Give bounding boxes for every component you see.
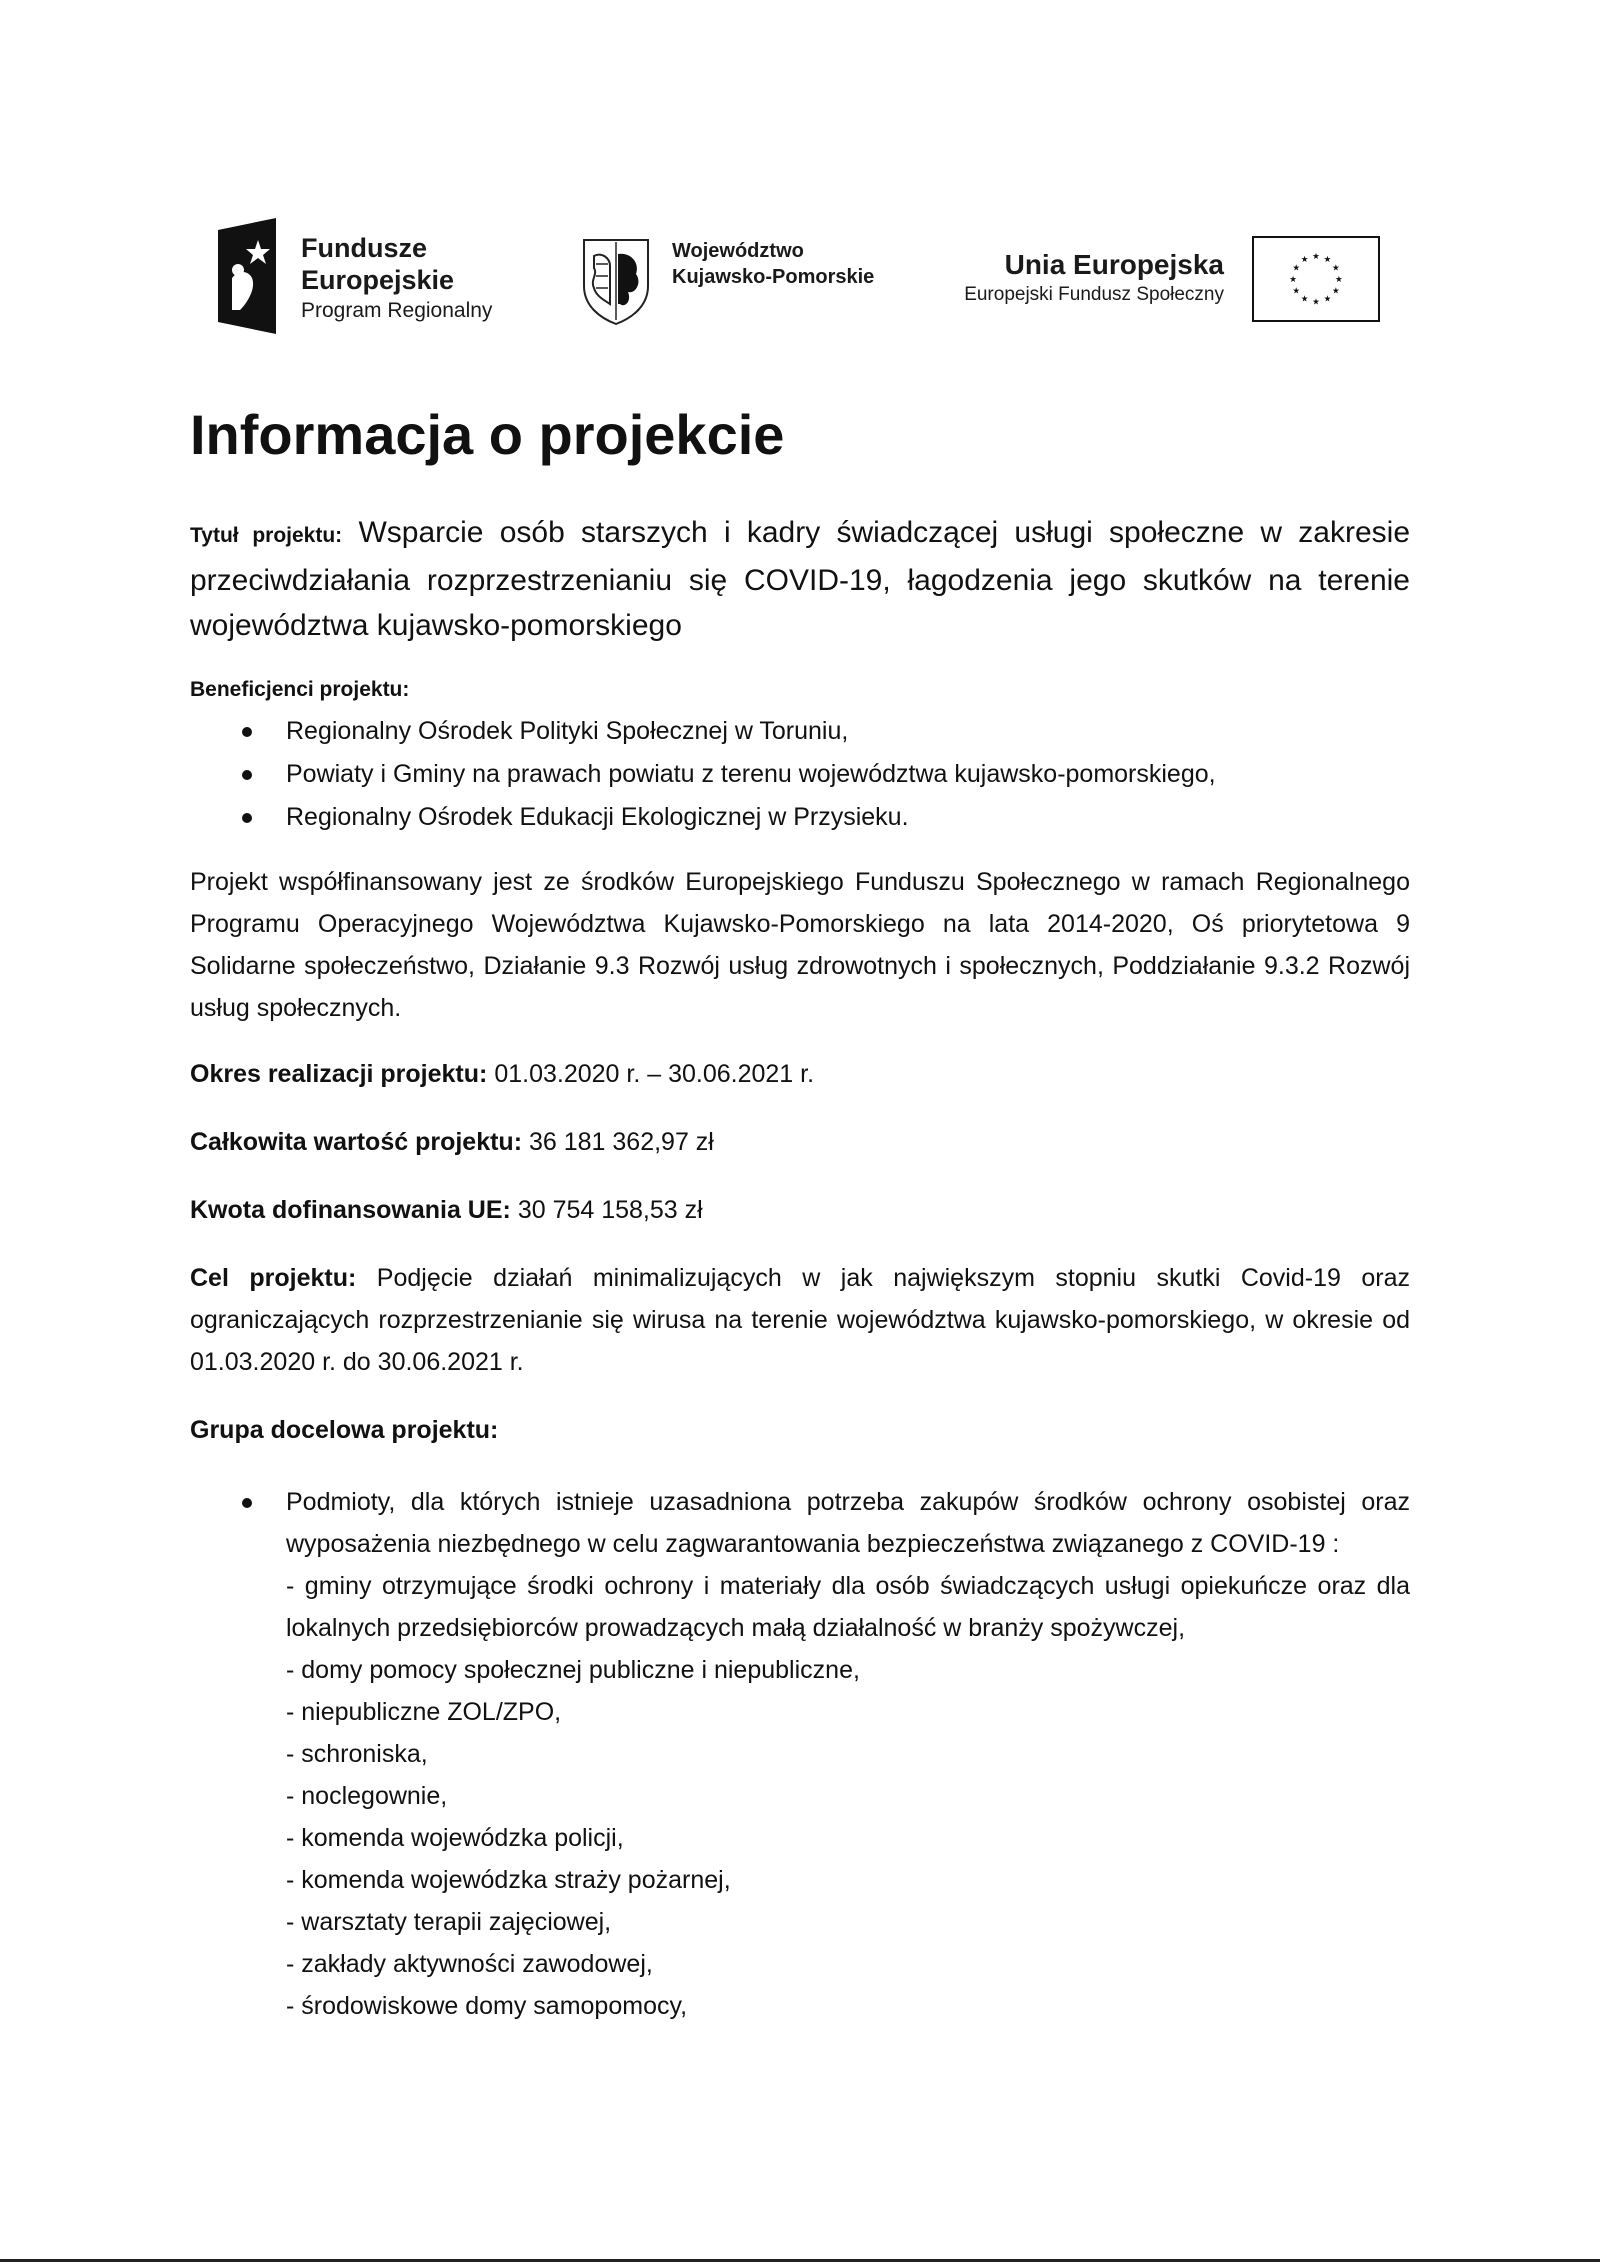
beneficiaries-label: Beneficjenci projektu: bbox=[190, 678, 410, 701]
unia-line-2: Europejski Fundusz Społeczny bbox=[964, 284, 1224, 305]
eu-star-icon: ★ bbox=[1289, 273, 1297, 284]
page-title: Informacja o projekcie bbox=[190, 403, 785, 466]
cofinancing-paragraph: Projekt współfinansowany jest ze środków Europejskiego Funduszu Społecznego w ramach Regionalnego Programu Operacyjnego Województwa Kujawsko-Pomorskiego na lata 2014-2020, Oś priorytetowa 9 Solidarne społeczeństwo, Działanie 9.3 Rozwój usług zdrowotnych i społecznych, Poddziałanie 9.3.2 Rozwój usług społecznych. bbox=[190, 868, 1410, 1022]
page-bottom-border bbox=[0, 2259, 1600, 2262]
fundusze-line-2: Europejskie bbox=[301, 265, 455, 295]
list-item: - schroniska, bbox=[286, 1740, 428, 1768]
unia-line-1: Unia Europejska bbox=[1004, 249, 1224, 280]
list-item: - gminy otrzymujące środki ochrony i materiały dla osób świadczących usługi opiekuńcze oraz dla lokalnych przedsiębiorców prowadzących małą działalność w branży spożywczej, bbox=[286, 1572, 1410, 1642]
fundusze-europejskie-logo-icon bbox=[218, 218, 276, 334]
period-label: Okres realizacji projektu: bbox=[190, 1060, 488, 1088]
beneficiaries-list bbox=[190, 710, 1410, 839]
target-group-item bbox=[190, 1481, 1410, 2027]
eu-star-icon: ★ bbox=[1331, 285, 1340, 296]
list-item: - komenda wojewódzka policji, bbox=[286, 1824, 624, 1852]
list-item: - noclegownie, bbox=[286, 1782, 448, 1810]
eu-star-icon: ★ bbox=[1300, 293, 1309, 304]
target-group-field bbox=[190, 1409, 1410, 1451]
target-group-list bbox=[190, 1481, 1410, 2027]
project-title-value: Wsparcie osób starszych i kadry świadczącej usługi społeczne w zakresie przeciwdziałania rozprzestrzenianiu się COVID-19, łagodzenia jego skutków na terenie województwa kujawsko-pomorskiego bbox=[190, 516, 1410, 642]
wojewodztwo-line-2: Kujawsko-Pomorskie bbox=[672, 266, 875, 288]
goal-value: Podjęcie działań minimalizujących w jak największym stopniu skutki Covid-19 oraz ograniczających rozprzestrzenianie się wirusa na terenie województwa kujawsko-pomorskiego, w okresie od 01.03.2020 r. do 30.06.2021 r. bbox=[190, 1264, 1410, 1376]
unia-europejska-text bbox=[964, 248, 1224, 308]
fundusze-line-1: Fundusze bbox=[301, 233, 427, 263]
list-item: - komenda wojewódzka straży pożarnej, bbox=[286, 1866, 731, 1894]
list-item: Powiaty i Gminy na prawach powiatu z terenu województwa kujawsko-pomorskiego, bbox=[190, 753, 1410, 796]
eu-flag-icon bbox=[1252, 236, 1380, 322]
list-item: - domy pomocy społecznej publiczne i niepubliczne, bbox=[286, 1656, 860, 1684]
list-item: - niepubliczne ZOL/ZPO, bbox=[286, 1698, 562, 1726]
total-value-field bbox=[190, 1121, 1410, 1163]
eu-star-icon: ★ bbox=[1292, 285, 1301, 296]
period-field bbox=[190, 1053, 1410, 1095]
list-item: - środowiskowe domy samopomocy, bbox=[286, 1992, 688, 2020]
goal-label: Cel projektu: bbox=[190, 1264, 357, 1292]
target-group-intro: Podmioty, dla których istnieje uzasadniona potrzeba zakupów środków ochrony osobistej oraz wyposażenia niezbędnego w celu zagwarantowania bezpieczeństwa związanego z COVID-19 : bbox=[286, 1488, 1410, 1558]
list-item: Regionalny Ośrodek Edukacji Ekologicznej w Przysieku. bbox=[190, 796, 1410, 839]
target-group-label: Grupa docelowa projektu: bbox=[190, 1416, 499, 1444]
eu-star-icon: ★ bbox=[1323, 254, 1332, 265]
eu-funding-amount: 30 754 158,53 zł bbox=[517, 1196, 703, 1224]
wojewodztwo-line-1: Województwo bbox=[672, 240, 804, 262]
eu-star-icon: ★ bbox=[1292, 262, 1301, 273]
eu-star-icon: ★ bbox=[1312, 296, 1320, 307]
project-title-label: Tytuł projektu: bbox=[190, 524, 343, 547]
fundusze-europejskie-text bbox=[301, 232, 492, 326]
eu-funding-label: Kwota dofinansowania UE: bbox=[190, 1196, 511, 1224]
total-value-label: Całkowita wartość projektu: bbox=[190, 1128, 523, 1156]
kujawsko-pomorskie-text bbox=[672, 238, 874, 290]
eu-star-icon: ★ bbox=[1335, 273, 1343, 284]
eu-star-icon: ★ bbox=[1312, 250, 1320, 261]
logo-header bbox=[0, 0, 1600, 360]
list-item: - warsztaty terapii zajęciowej, bbox=[286, 1908, 612, 1936]
eu-funding-field bbox=[190, 1189, 1410, 1231]
total-value-amount: 36 181 362,97 zł bbox=[528, 1128, 714, 1156]
kujawsko-pomorskie-crest-icon bbox=[580, 234, 652, 326]
fundusze-line-3: Program Regionalny bbox=[301, 299, 493, 322]
eu-star-icon: ★ bbox=[1323, 293, 1332, 304]
project-title bbox=[190, 510, 1410, 648]
document-body bbox=[190, 400, 1410, 2027]
period-value: 01.03.2020 r. – 30.06.2021 r. bbox=[494, 1060, 815, 1088]
list-item: Regionalny Ośrodek Polityki Społecznej w Toruniu, bbox=[190, 710, 1410, 753]
list-item: - zakłady aktywności zawodowej, bbox=[286, 1950, 653, 1978]
goal-field bbox=[190, 1257, 1410, 1383]
eu-star-icon: ★ bbox=[1300, 254, 1309, 265]
target-group-sublist bbox=[286, 1565, 1410, 2027]
eu-star-icon: ★ bbox=[1331, 262, 1340, 273]
